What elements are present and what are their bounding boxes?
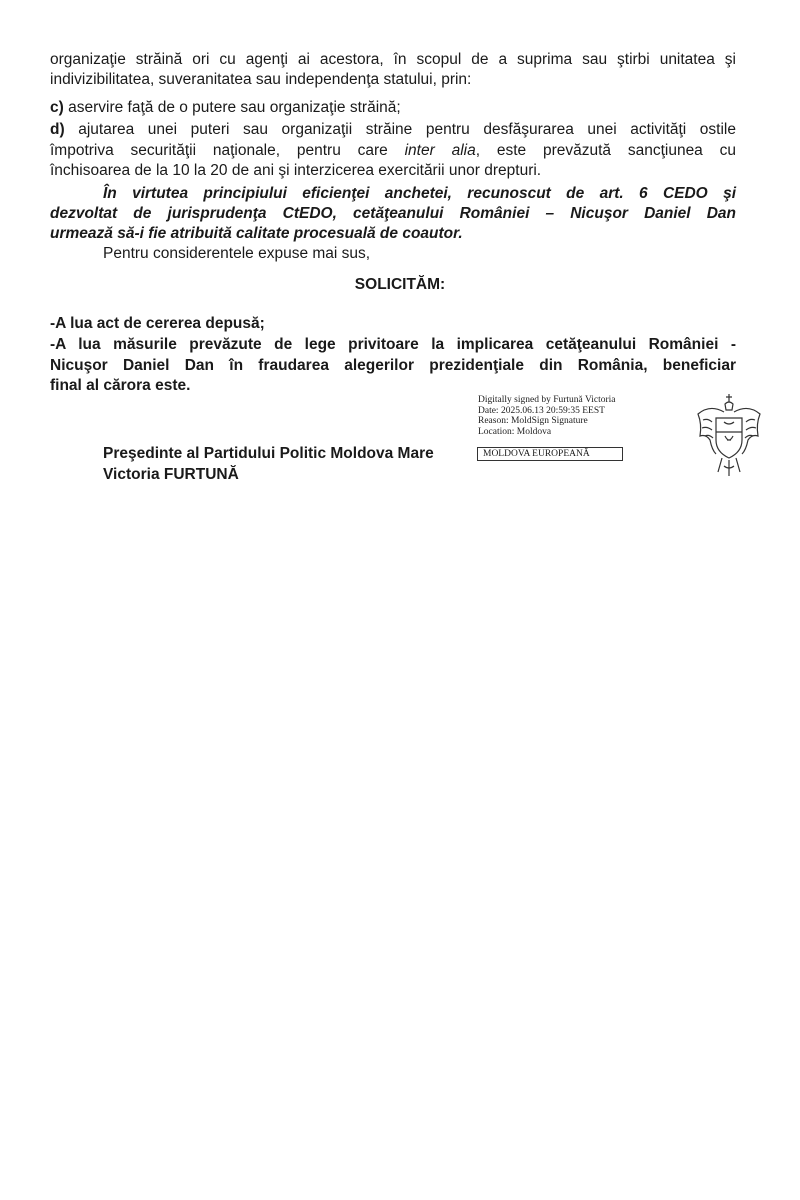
signatory-name: Victoria FURTUNĂ <box>103 466 239 483</box>
paragraph-line: urmează să-i fie atribuită calitate procesuală de coautor. <box>50 225 463 242</box>
paragraph-line: închisoarea de la 10 la 20 de ani şi interzicerea exercitării unor drepturi. <box>50 162 542 179</box>
digital-signature-block <box>478 395 698 437</box>
request-item: -A lua măsurile prevăzute de lege privitoare la implicarea cetăţeanului României - <box>50 336 736 353</box>
list-letter: d) <box>50 121 65 138</box>
request-item: Nicuşor Daniel Dan în fraudarea alegerilor prezidenţiale din România, beneficiar <box>50 357 736 374</box>
paragraph-line: indivizibilitatea, suveranitatea sau independenţa statului, prin: <box>50 71 472 88</box>
signature-date: Date: 2025.06.13 20:59:35 EEST <box>478 405 605 416</box>
signature-location: Location: Moldova <box>478 426 552 437</box>
section-heading: SOLICITĂM: <box>354 276 446 293</box>
paragraph-line: În virtutea principiului eficienţei anchetei, recunoscut de art. 6 CEDO şi <box>103 185 736 202</box>
paragraph-line <box>50 141 736 161</box>
signature-reason: Reason: MoldSign Signature <box>478 416 588 426</box>
moldova-coat-of-arms-icon <box>694 392 764 478</box>
text-span: , este prevăzută sancţiunea cu <box>475 142 736 159</box>
signature-party-box: MOLDOVA EUROPEANĂ <box>477 447 623 461</box>
signatory-title: Preşedinte al Partidului Politic Moldova Mare <box>103 445 434 462</box>
request-item: -A lua act de cererea depusă; <box>50 315 265 332</box>
signature-signed-by: Digitally signed by Furtună Victoria <box>478 395 616 405</box>
italic-span: inter alia <box>404 142 476 159</box>
list-text: aservire faţă de o putere sau organizaţie străină; <box>63 99 401 116</box>
list-text: ajutarea unei puteri sau organizaţii străine pentru desfăşurarea unei activităţi ostile <box>64 121 736 138</box>
list-item-d <box>50 120 736 140</box>
list-item-c <box>50 98 736 118</box>
paragraph-line: dezvoltat de jurisprudenţa CtEDO, cetăţeanului României – Nicuşor Daniel Dan <box>50 205 736 222</box>
paragraph-line: organizaţie străină ori cu agenţi ai acestora, în scopul de a suprima sau ştirbi unitatea şi <box>50 51 736 68</box>
list-letter: c) <box>50 99 64 116</box>
closing-line: Pentru considerentele expuse mai sus, <box>103 245 371 262</box>
request-item: final al cărora este. <box>50 377 191 394</box>
text-span: împotriva securităţii naţionale, pentru care <box>50 142 405 159</box>
